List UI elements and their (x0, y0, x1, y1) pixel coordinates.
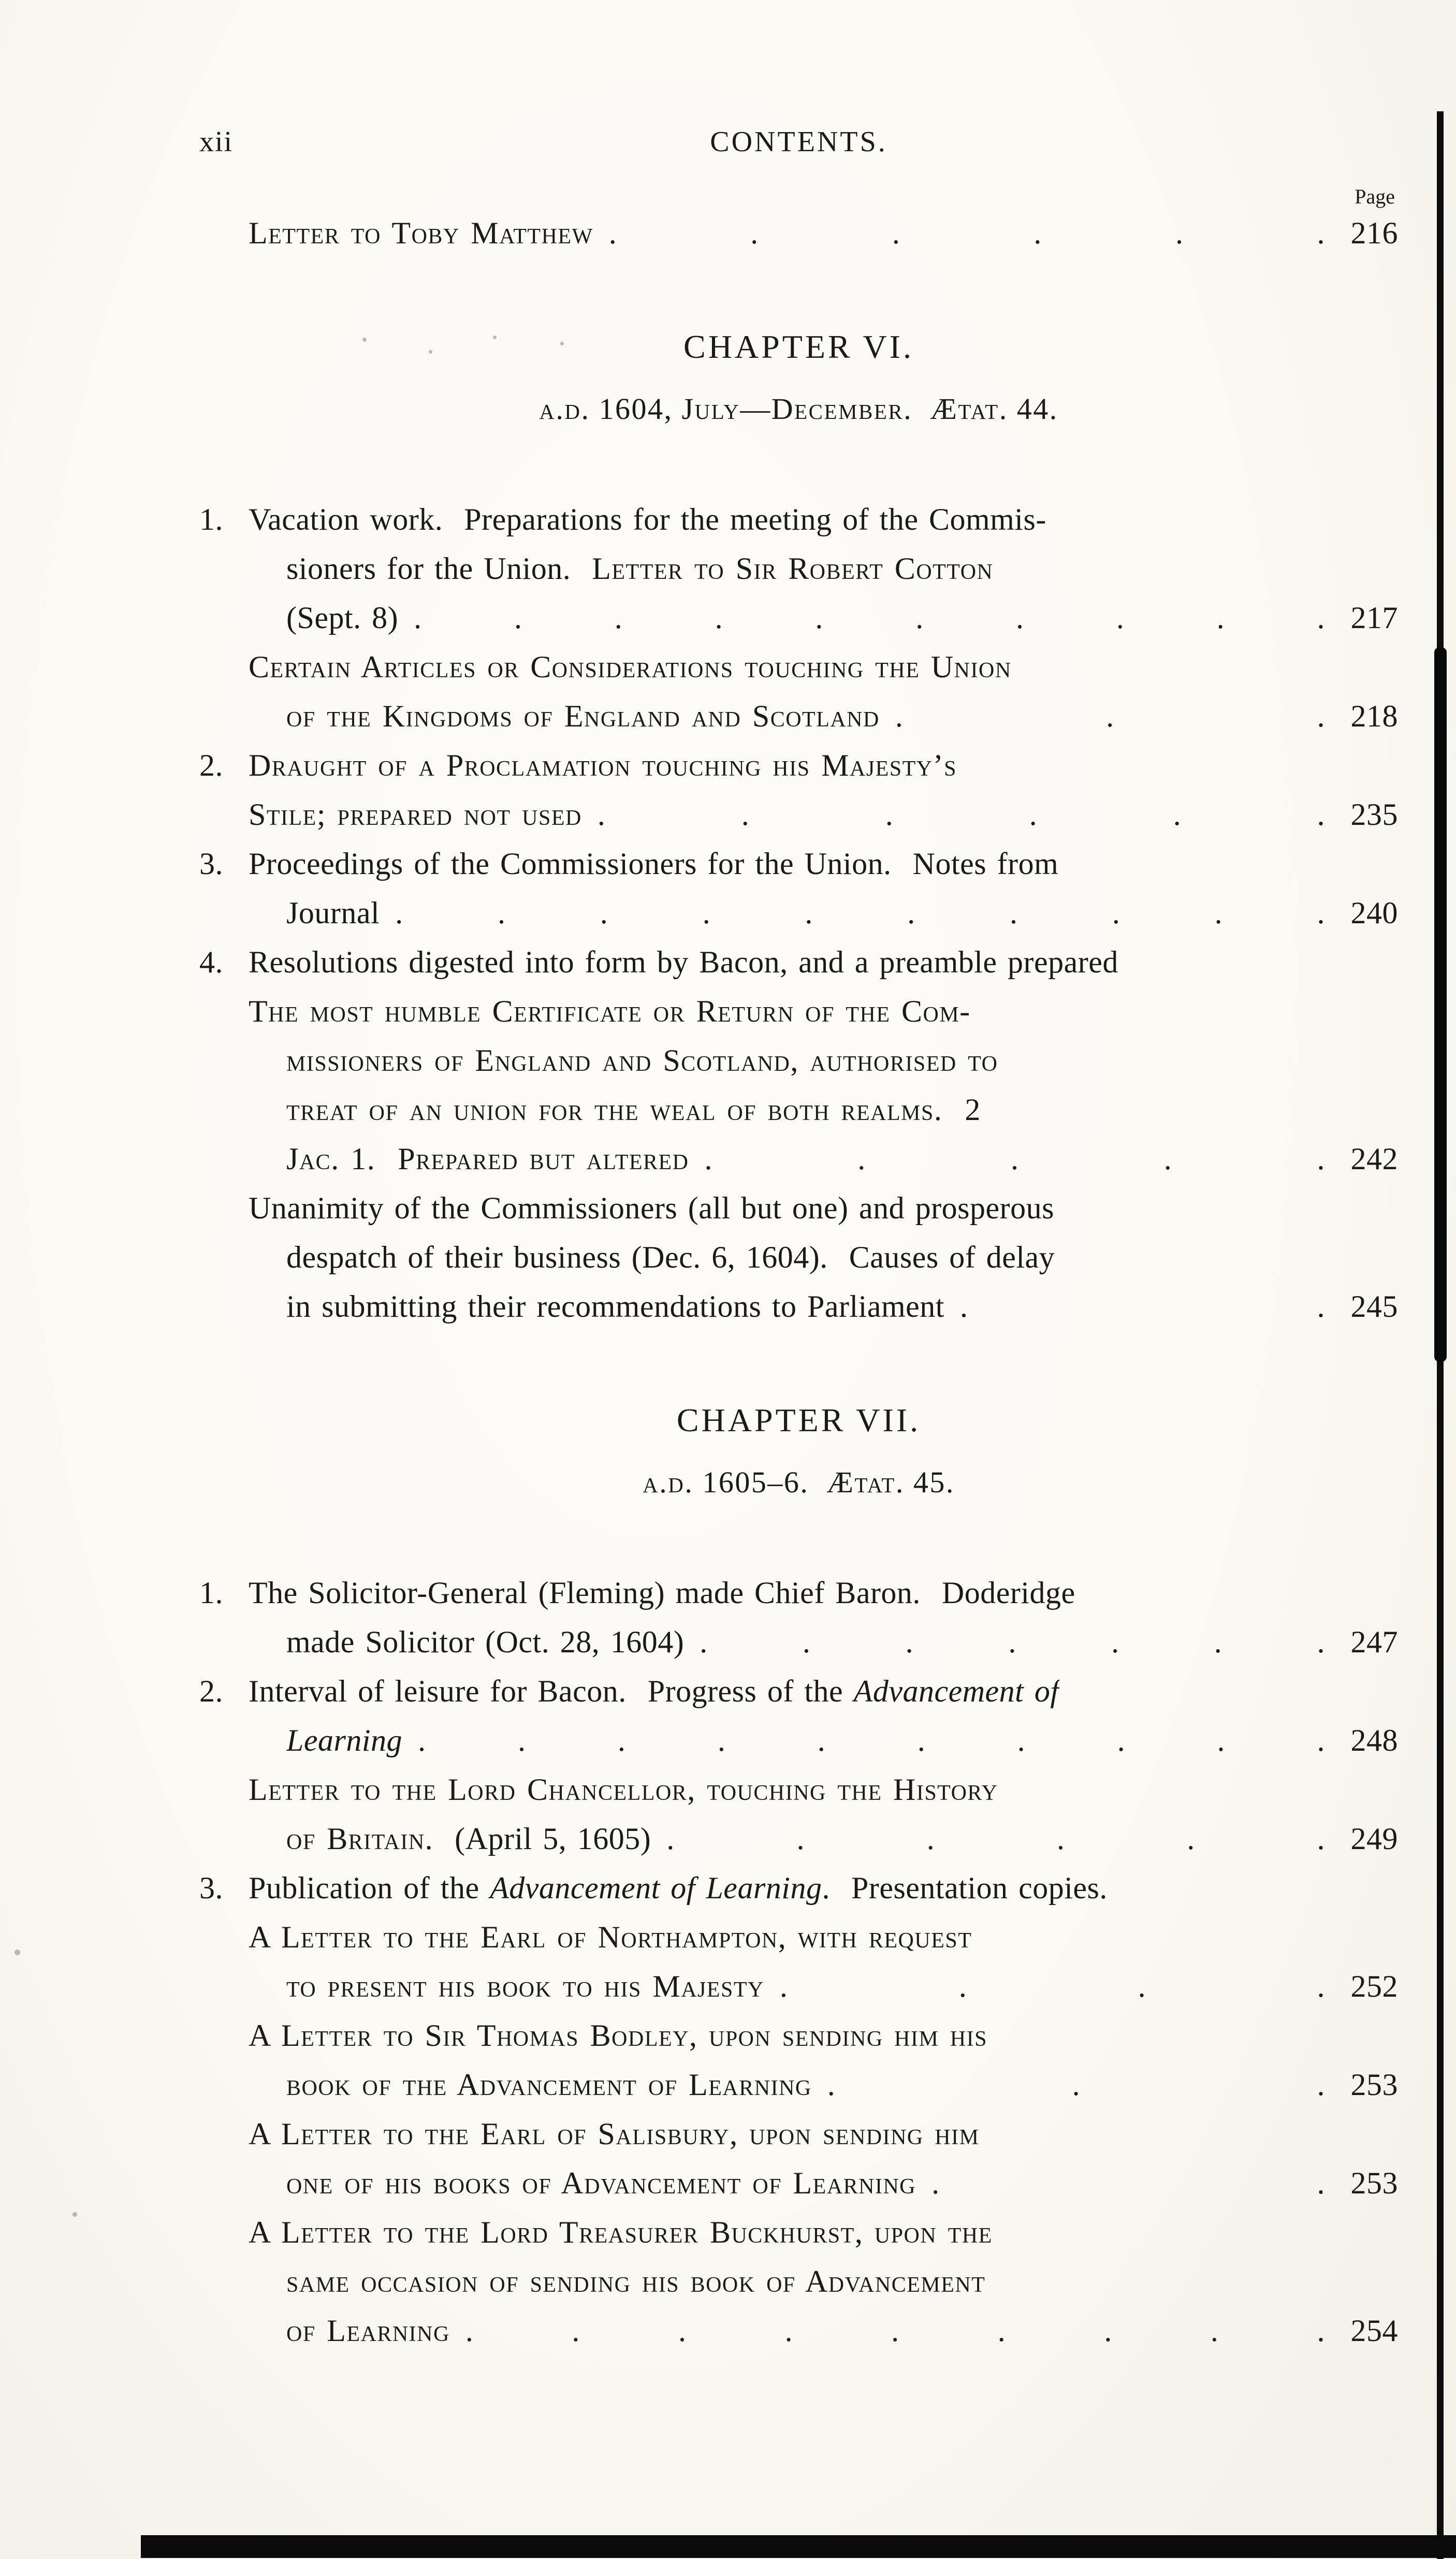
dot-leader: . . . . . . . . . (465, 2314, 1325, 2348)
entry-text: Certain Articles or Considerations touching the Union (249, 650, 1012, 684)
page-number: 247 (1350, 1625, 1398, 1659)
entry-text: missioners of England and Scotland, authorised to (286, 1043, 998, 1078)
dot-leader: . . . . . . (608, 216, 1325, 250)
entry-text: Journal (286, 896, 380, 930)
page-number: 218 (1350, 699, 1398, 733)
entry-text: in submitting their recommendations to Parliament (286, 1289, 944, 1324)
scan-speckle (362, 338, 367, 342)
entry-text: A Letter to the Lord Treasurer Buckhurst, upon the (249, 2215, 993, 2249)
toc-section (199, 209, 1398, 258)
page-number: 240 (1350, 896, 1398, 930)
toc-line (199, 938, 1398, 987)
entry-text: Learning (286, 1723, 403, 1757)
entry-text: Interval of leisure for Bacon. Progress of the Advancement of (249, 1674, 1059, 1708)
dot-leader: . . . . . . . . . . (395, 896, 1325, 930)
chapter-heading: CHAPTER VII. (676, 1402, 921, 1438)
toc-line (199, 839, 1398, 889)
page-number: 249 (1350, 1822, 1398, 1856)
toc-line (199, 1864, 1398, 1913)
page-header (199, 122, 1398, 162)
page-number: 253 (1350, 2166, 1398, 2200)
chapter-subheading: a.d. 1604, July—December. Ætat. 44. (539, 392, 1058, 426)
entry-text: despatch of their business (Dec. 6, 1604). Causes of delay (286, 1240, 1055, 1274)
toc-line (199, 741, 1398, 790)
page-content (199, 122, 1398, 2356)
dot-leader: . . (959, 1289, 1325, 1324)
entry-number: 2. (199, 1674, 223, 1708)
toc-line (199, 2159, 1398, 2208)
toc-section (199, 1398, 1398, 2356)
entry-number: 2. (199, 748, 223, 782)
toc-line (199, 593, 1398, 643)
toc-line (199, 1135, 1398, 1184)
toc-line (199, 987, 1398, 1036)
entry-text: (Sept. 8) (286, 601, 399, 635)
entry-text: book of the Advancement of Learning (286, 2068, 812, 2102)
page-number: 245 (1350, 1289, 1398, 1324)
entry-text: Proceedings of the Commissioners for the Union. Notes from (249, 847, 1059, 881)
dot-leader: . . . . . (704, 1142, 1325, 1176)
chapter-heading: CHAPTER VI. (683, 328, 914, 365)
toc-line (199, 889, 1398, 938)
chapter-subheading: a.d. 1605–6. Ætat. 45. (643, 1465, 955, 1499)
toc-line (199, 1184, 1398, 1233)
toc-line (199, 1085, 1398, 1135)
entry-number: 4. (199, 945, 223, 979)
entry-text: Vacation work. Preparations for the meeting of the Commis- (249, 502, 1046, 536)
toc-line (199, 2306, 1398, 2356)
toc-line (199, 1667, 1398, 1716)
toc-line (199, 2208, 1398, 2257)
scan-speckle (493, 336, 497, 339)
entry-text: Letter to the Lord Chancellor, touching the History (249, 1772, 998, 1807)
page-number: 235 (1350, 797, 1398, 832)
toc-line (199, 1962, 1398, 2011)
entry-number: 1. (199, 502, 223, 536)
dot-leader: . . . (895, 699, 1325, 733)
dot-leader: . . . . (779, 1969, 1325, 2003)
page-number: 248 (1350, 1723, 1398, 1757)
entry-text: A Letter to the Earl of Northampton, with request (249, 1920, 972, 1954)
entry-text: A Letter to Sir Thomas Bodley, upon sending him his (249, 2018, 988, 2053)
entry-text: Publication of the Advancement of Learning. Presentation copies. (249, 1871, 1108, 1905)
dot-leader: . . . . . . . . . . (418, 1723, 1325, 1757)
toc-line (199, 1568, 1398, 1618)
entry-text: Unanimity of the Commissioners (all but one) and prosperous (249, 1191, 1054, 1225)
toc-line (199, 495, 1398, 544)
entry-text: treat of an union for the weal of both realms. 2 (286, 1093, 981, 1127)
page-number: 217 (1350, 601, 1398, 635)
entry-number: 1. (199, 1576, 223, 1610)
entry-text: made Solicitor (Oct. 28, 1604) (286, 1625, 685, 1659)
entry-number: 3. (199, 1871, 223, 1905)
entry-text: Letter to Toby Matthew (249, 216, 593, 250)
dot-leader: . . . . . . . . . . (414, 601, 1325, 635)
toc-line (199, 790, 1398, 839)
page-number: 252 (1350, 1969, 1398, 2003)
toc-line (199, 2060, 1398, 2110)
page-number: 253 (1350, 2068, 1398, 2102)
page-number: 216 (1350, 216, 1398, 250)
scan-speckle (429, 350, 432, 354)
toc-line (199, 2011, 1398, 2060)
entry-text: Stile; prepared not used (249, 797, 582, 832)
entry-text: Draught of a Proclamation touching his Majesty’s (249, 748, 957, 782)
scan-edge-line-thick (1434, 647, 1447, 1362)
toc-line (199, 1618, 1398, 1667)
toc-line (199, 1913, 1398, 1962)
entry-text: same occasion of sending his book of Advancement (286, 2264, 986, 2299)
entry-text: to present his book to his Majesty (286, 1969, 764, 2003)
toc-line (199, 1233, 1398, 1282)
page-number: 242 (1350, 1142, 1398, 1176)
entry-number: 3. (199, 847, 223, 881)
page-column-label: Page (1355, 185, 1395, 208)
entry-text: A Letter to the Earl of Salisbury, upon sending him (249, 2117, 980, 2151)
dot-leader: . . . . . . (597, 797, 1325, 832)
entry-text: The most humble Certificate or Return of the Com- (249, 994, 971, 1028)
entry-text: of Britain. (April 5, 1605) (286, 1822, 651, 1856)
dot-leader: . . . . . . (666, 1822, 1325, 1856)
toc-line (199, 1036, 1398, 1085)
toc-section (199, 324, 1398, 1331)
toc-line (199, 209, 1398, 258)
toc (199, 209, 1398, 2356)
toc-line (199, 1765, 1398, 1814)
folio-number: xii (199, 126, 234, 158)
entry-text: sioners for the Union. Letter to Sir Robert Cotton (286, 551, 994, 586)
scan-speckle (560, 342, 564, 345)
entry-text: Jac. 1. Prepared but altered (286, 1142, 689, 1176)
toc-line (199, 1282, 1398, 1331)
toc-line (199, 544, 1398, 593)
toc-line (199, 692, 1398, 741)
entry-text: of Learning (286, 2314, 450, 2348)
toc-line (199, 2110, 1398, 2159)
entry-text: of the Kingdoms of England and Scotland (286, 699, 880, 733)
dot-leader: . . (931, 2166, 1325, 2200)
entry-text: one of his books of Advancement of Learning (286, 2166, 916, 2200)
scan-bottom-bar (141, 2535, 1456, 2558)
entry-text: Resolutions digested into form by Bacon, and a preamble prepared (249, 945, 1118, 979)
dot-leader: . . . . . . . (700, 1625, 1325, 1659)
running-head: CONTENTS. (710, 126, 887, 158)
toc-line (199, 2257, 1398, 2306)
toc-line (199, 643, 1398, 692)
dot-leader: . . . (827, 2068, 1325, 2102)
scan-speckle (72, 2212, 77, 2217)
entry-text: The Solicitor-General (Fleming) made Chief Baron. Doderidge (249, 1576, 1075, 1610)
page-number: 254 (1350, 2314, 1398, 2348)
toc-line (199, 1716, 1398, 1765)
toc-line (199, 1814, 1398, 1864)
scan-speckle (14, 1950, 20, 1955)
